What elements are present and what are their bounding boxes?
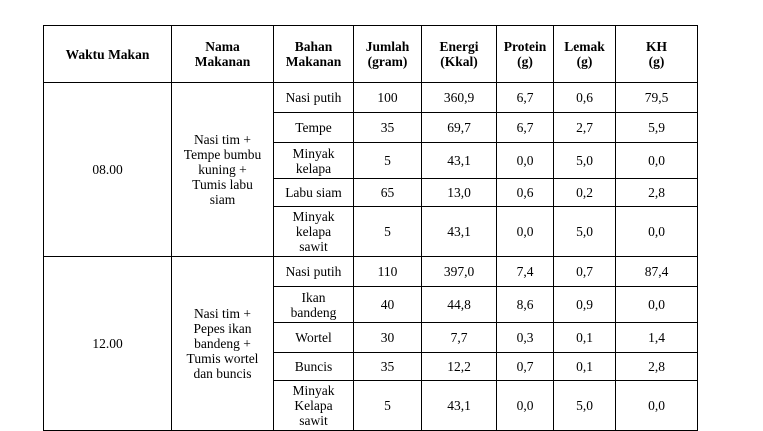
carb-cell: 0,0 (616, 381, 698, 431)
protein-cell: 8,6 (497, 287, 554, 323)
header-energi: Energi (Kkal) (422, 26, 497, 83)
amount-cell: 35 (354, 353, 422, 381)
header-protein: Protein (g) (497, 26, 554, 83)
energy-cell: 43,1 (422, 207, 497, 257)
amount-cell: 110 (354, 257, 422, 287)
header-kh: KH (g) (616, 26, 698, 83)
carb-cell: 79,5 (616, 83, 698, 113)
energy-cell: 12,2 (422, 353, 497, 381)
protein-cell: 7,4 (497, 257, 554, 287)
fat-cell: 0,6 (554, 83, 616, 113)
header-row (44, 26, 698, 83)
energy-cell: 43,1 (422, 381, 497, 431)
table-row (44, 83, 698, 113)
carb-cell: 0,0 (616, 143, 698, 179)
fat-cell: 0,2 (554, 179, 616, 207)
energy-cell: 360,9 (422, 83, 497, 113)
ingredient-cell: Wortel (274, 323, 354, 353)
energy-cell: 7,7 (422, 323, 497, 353)
meal-time: 12.00 (44, 257, 172, 431)
protein-cell: 0,6 (497, 179, 554, 207)
header-nama-makanan: Nama Makanan (172, 26, 274, 83)
protein-cell: 6,7 (497, 83, 554, 113)
energy-cell: 397,0 (422, 257, 497, 287)
amount-cell: 5 (354, 207, 422, 257)
fat-cell: 5,0 (554, 143, 616, 179)
menu-nutrition-table (43, 25, 698, 431)
ingredient-cell: Minyak Kelapa sawit (274, 381, 354, 431)
amount-cell: 40 (354, 287, 422, 323)
table-body (44, 83, 698, 431)
carb-cell: 2,8 (616, 179, 698, 207)
fat-cell: 0,9 (554, 287, 616, 323)
carb-cell: 87,4 (616, 257, 698, 287)
amount-cell: 65 (354, 179, 422, 207)
amount-cell: 100 (354, 83, 422, 113)
meal-time: 08.00 (44, 83, 172, 257)
header-jumlah: Jumlah (gram) (354, 26, 422, 83)
fat-cell: 5,0 (554, 381, 616, 431)
amount-cell: 30 (354, 323, 422, 353)
energy-cell: 44,8 (422, 287, 497, 323)
ingredient-cell: Labu siam (274, 179, 354, 207)
energy-cell: 43,1 (422, 143, 497, 179)
ingredient-cell: Minyak kelapa sawit (274, 207, 354, 257)
carb-cell: 1,4 (616, 323, 698, 353)
amount-cell: 35 (354, 113, 422, 143)
carb-cell: 5,9 (616, 113, 698, 143)
carb-cell: 0,0 (616, 287, 698, 323)
ingredient-cell: Nasi putih (274, 83, 354, 113)
ingredient-cell: Ikan bandeng (274, 287, 354, 323)
protein-cell: 0,7 (497, 353, 554, 381)
carb-cell: 2,8 (616, 353, 698, 381)
protein-cell: 0,0 (497, 381, 554, 431)
amount-cell: 5 (354, 143, 422, 179)
amount-cell: 5 (354, 381, 422, 431)
protein-cell: 0,3 (497, 323, 554, 353)
protein-cell: 0,0 (497, 143, 554, 179)
energy-cell: 69,7 (422, 113, 497, 143)
protein-cell: 0,0 (497, 207, 554, 257)
fat-cell: 5,0 (554, 207, 616, 257)
table-row (44, 257, 698, 287)
header-waktu-makan: Waktu Makan (44, 26, 172, 83)
header-bahan-makanan: Bahan Makanan (274, 26, 354, 83)
header-lemak: Lemak (g) (554, 26, 616, 83)
ingredient-cell: Buncis (274, 353, 354, 381)
carb-cell: 0,0 (616, 207, 698, 257)
energy-cell: 13,0 (422, 179, 497, 207)
fat-cell: 0,1 (554, 353, 616, 381)
food-name: Nasi tim + Pepes ikan bandeng + Tumis wortel dan buncis (172, 257, 274, 431)
ingredient-cell: Nasi putih (274, 257, 354, 287)
protein-cell: 6,7 (497, 113, 554, 143)
food-name: Nasi tim + Tempe bumbu kuning + Tumis labu siam (172, 83, 274, 257)
fat-cell: 0,1 (554, 323, 616, 353)
fat-cell: 0,7 (554, 257, 616, 287)
fat-cell: 2,7 (554, 113, 616, 143)
ingredient-cell: Minyak kelapa (274, 143, 354, 179)
ingredient-cell: Tempe (274, 113, 354, 143)
